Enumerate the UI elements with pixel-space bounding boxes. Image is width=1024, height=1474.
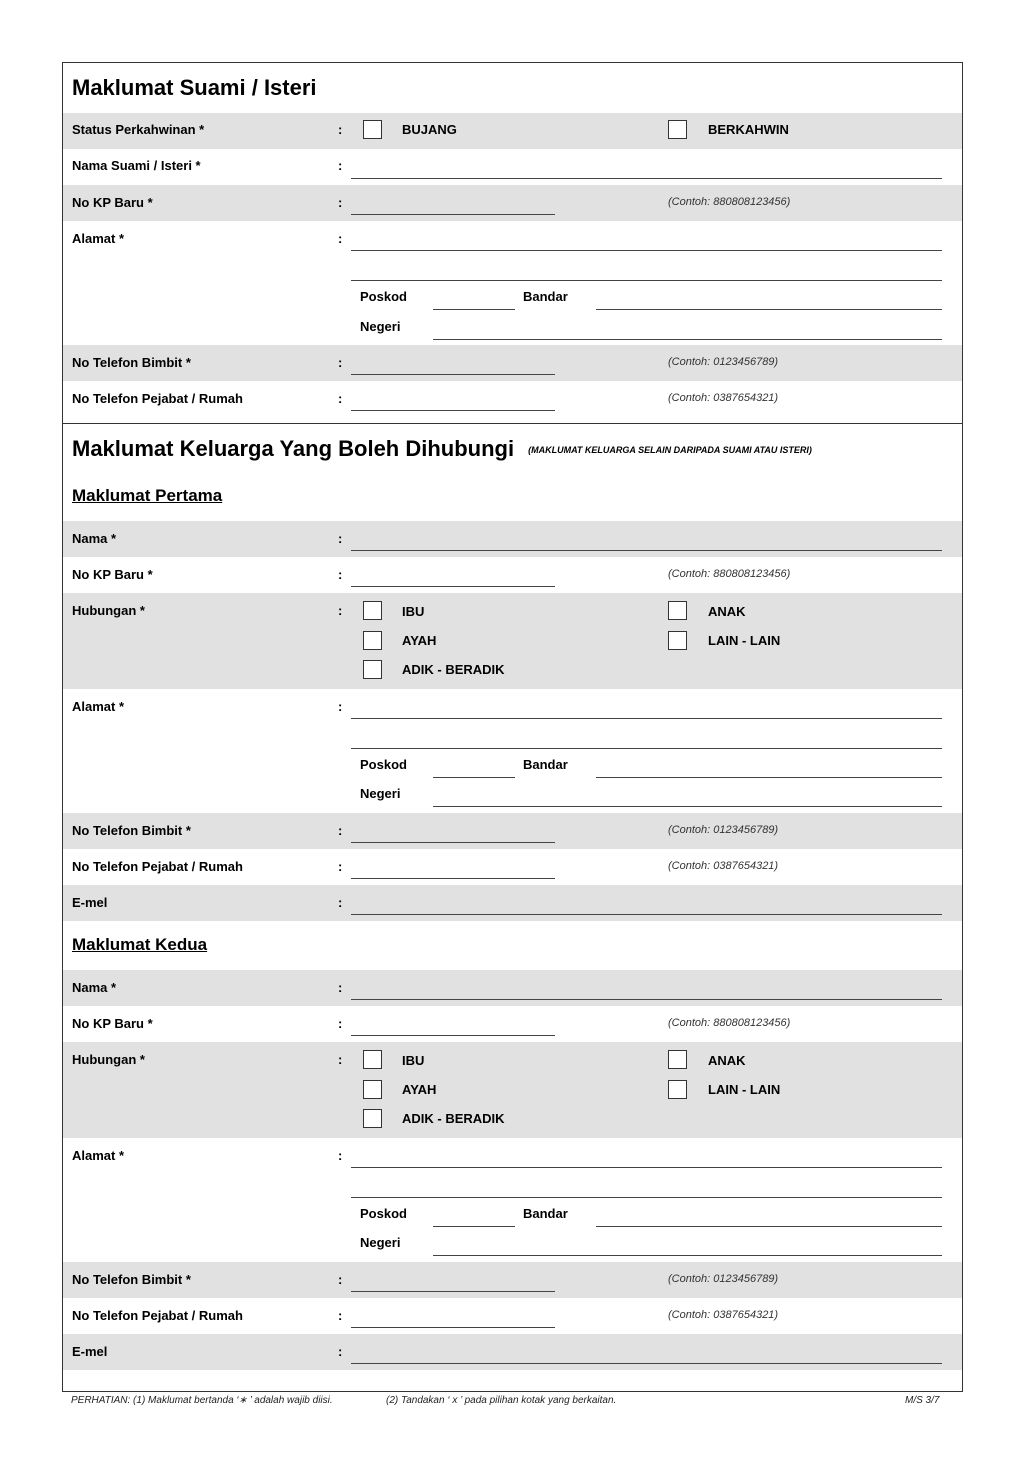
colon: : <box>338 895 343 910</box>
spouse-city-label: Bandar <box>523 289 568 304</box>
contact-1-checkbox-mother[interactable] <box>363 601 382 620</box>
contact-1-mobile-field[interactable] <box>351 842 555 843</box>
row-band <box>63 345 962 381</box>
contact-2-option-other: LAIN - LAIN <box>708 1082 781 1097</box>
contact-2-mobile-field[interactable] <box>351 1291 555 1292</box>
colon: : <box>338 1016 343 1031</box>
colon: : <box>338 823 343 838</box>
contact-1-checkbox-father[interactable] <box>363 631 382 650</box>
contact-2-mobile-hint: (Contoh: 0123456789) <box>668 1273 779 1285</box>
contact-1-checkbox-sibling[interactable] <box>363 660 382 679</box>
contact-1-name-label: Nama * <box>72 531 117 546</box>
contact-2-ic-hint: (Contoh: 880808123456) <box>668 1017 791 1029</box>
contact-1-office-label: No Telefon Pejabat / Rumah <box>72 859 243 874</box>
checkbox-single[interactable] <box>363 120 382 139</box>
row-band <box>63 185 962 221</box>
spouse-postcode-label: Poskod <box>360 289 407 304</box>
contact-2-option-child: ANAK <box>708 1053 746 1068</box>
colon: : <box>338 1308 343 1323</box>
contact-1-city-label: Bandar <box>523 757 568 772</box>
contact-2-postcode-label: Poskod <box>360 1206 407 1221</box>
contact-1-postcode-label: Poskod <box>360 757 407 772</box>
contact-2-ic-field[interactable] <box>351 1035 555 1036</box>
contact-1-state-field[interactable] <box>433 806 942 807</box>
spouse-state-label: Negeri <box>360 319 401 334</box>
form-frame <box>62 62 963 1392</box>
option-single-label: BUJANG <box>402 122 457 137</box>
row-band <box>63 885 962 921</box>
row-band <box>63 1042 962 1138</box>
contact-2-checkbox-mother[interactable] <box>363 1050 382 1069</box>
spouse-ic-field[interactable] <box>351 214 555 215</box>
contact-2-option-father: AYAH <box>402 1082 437 1097</box>
contact-1-address-line-1[interactable] <box>351 718 942 719</box>
section-title-spouse: Maklumat Suami / Isteri <box>72 75 317 100</box>
contact-2-office-hint: (Contoh: 0387654321) <box>668 1309 779 1321</box>
contact-2-address-label: Alamat * <box>72 1148 125 1163</box>
colon: : <box>338 195 343 210</box>
page-number: M/S 3/7 <box>905 1395 940 1406</box>
marital-status-label: Status Perkahwinan * <box>72 122 205 137</box>
spouse-office-label: No Telefon Pejabat / Rumah <box>72 391 243 406</box>
colon: : <box>338 859 343 874</box>
section-divider <box>63 423 962 424</box>
colon: : <box>338 355 343 370</box>
colon: : <box>338 122 343 137</box>
colon: : <box>338 231 343 246</box>
row-band <box>63 593 962 689</box>
contact-1-ic-field[interactable] <box>351 586 555 587</box>
colon: : <box>338 1148 343 1163</box>
contact-1-option-mother: IBU <box>402 604 425 619</box>
colon: : <box>338 699 343 714</box>
colon: : <box>338 1052 343 1067</box>
contact-2-state-field[interactable] <box>433 1255 942 1256</box>
contact-1-email-label: E-mel <box>72 895 108 910</box>
contact-2-address-line-1[interactable] <box>351 1167 942 1168</box>
spouse-postcode-field[interactable] <box>433 309 515 310</box>
contact-1-ic-hint: (Contoh: 880808123456) <box>668 568 791 580</box>
contact-1-mobile-label: No Telefon Bimbit * <box>72 823 191 838</box>
contact-1-address-label: Alamat * <box>72 699 125 714</box>
contact-1-option-other: LAIN - LAIN <box>708 633 781 648</box>
row-band <box>63 970 962 1006</box>
contact-2-office-label: No Telefon Pejabat / Rumah <box>72 1308 243 1323</box>
contact-2-checkbox-other[interactable] <box>668 1080 687 1099</box>
footer-note-mark: (2) Tandakan ‘ x ’ pada pilihan kotak yang berkaitan. <box>386 1395 617 1406</box>
contact-2-ic-label: No KP Baru * <box>72 1016 153 1031</box>
colon: : <box>338 531 343 546</box>
contact-2-name-field[interactable] <box>351 999 942 1000</box>
spouse-state-field[interactable] <box>433 339 942 340</box>
contact-2-address-line-2[interactable] <box>351 1197 942 1198</box>
spouse-mobile-field[interactable] <box>351 374 555 375</box>
spouse-name-field[interactable] <box>351 178 942 179</box>
spouse-address-line-2[interactable] <box>351 280 942 281</box>
contact-2-checkbox-child[interactable] <box>668 1050 687 1069</box>
spouse-mobile-hint: (Contoh: 0123456789) <box>668 356 779 368</box>
contact-1-checkbox-other[interactable] <box>668 631 687 650</box>
contact-2-name-label: Nama * <box>72 980 117 995</box>
contact-2-title: Maklumat Kedua <box>72 935 208 954</box>
contact-1-state-label: Negeri <box>360 786 401 801</box>
contact-2-option-sibling: ADIK - BERADIK <box>402 1111 505 1126</box>
contact-1-relation-label: Hubungan * <box>72 603 145 618</box>
row-band <box>63 813 962 849</box>
colon: : <box>338 603 343 618</box>
spouse-ic-hint: (Contoh: 880808123456) <box>668 196 791 208</box>
contact-1-ic-label: No KP Baru * <box>72 567 153 582</box>
contact-1-office-field[interactable] <box>351 878 555 879</box>
contact-2-city-field[interactable] <box>596 1226 942 1227</box>
option-married-label: BERKAHWIN <box>708 122 789 137</box>
contact-1-email-field[interactable] <box>351 914 942 915</box>
contact-2-option-mother: IBU <box>402 1053 425 1068</box>
contact-1-office-hint: (Contoh: 0387654321) <box>668 860 779 872</box>
row-band <box>63 1262 962 1298</box>
spouse-ic-label: No KP Baru * <box>72 195 153 210</box>
contact-1-city-field[interactable] <box>596 777 942 778</box>
row-band <box>63 1334 962 1370</box>
checkbox-married[interactable] <box>668 120 687 139</box>
spouse-mobile-label: No Telefon Bimbit * <box>72 355 191 370</box>
section-title-family <box>72 436 812 462</box>
spouse-name-label: Nama Suami / Isteri * <box>72 158 201 173</box>
contact-1-option-child: ANAK <box>708 604 746 619</box>
footer-note-required: PERHATIAN: (1) Maklumat bertanda ‘∗ ’ adalah wajib diisi. <box>71 1395 333 1406</box>
contact-1-checkbox-child[interactable] <box>668 601 687 620</box>
contact-2-checkbox-father[interactable] <box>363 1080 382 1099</box>
spouse-address-label: Alamat * <box>72 231 125 246</box>
contact-2-office-field[interactable] <box>351 1327 555 1328</box>
row-band <box>63 521 962 557</box>
contact-2-postcode-field[interactable] <box>433 1226 515 1227</box>
colon: : <box>338 1344 343 1359</box>
contact-1-option-sibling: ADIK - BERADIK <box>402 662 505 677</box>
contact-2-relation-label: Hubungan * <box>72 1052 145 1067</box>
colon: : <box>338 1272 343 1287</box>
contact-1-mobile-hint: (Contoh: 0123456789) <box>668 824 779 836</box>
spouse-address-line-1[interactable] <box>351 250 942 251</box>
contact-2-email-field[interactable] <box>351 1363 942 1364</box>
family-note: (MAKLUMAT KELUARGA SELAIN DARIPADA SUAMI ATAU ISTERI) <box>528 445 812 456</box>
spouse-office-field[interactable] <box>351 410 555 411</box>
contact-2-city-label: Bandar <box>523 1206 568 1221</box>
contact-2-mobile-label: No Telefon Bimbit * <box>72 1272 191 1287</box>
contact-1-postcode-field[interactable] <box>433 777 515 778</box>
colon: : <box>338 158 343 173</box>
colon: : <box>338 391 343 406</box>
colon: : <box>338 980 343 995</box>
contact-1-name-field[interactable] <box>351 550 942 551</box>
contact-2-state-label: Negeri <box>360 1235 401 1250</box>
spouse-city-field[interactable] <box>596 309 942 310</box>
contact-2-checkbox-sibling[interactable] <box>363 1109 382 1128</box>
contact-2-email-label: E-mel <box>72 1344 108 1359</box>
contact-1-address-line-2[interactable] <box>351 748 942 749</box>
spouse-office-hint: (Contoh: 0387654321) <box>668 392 779 404</box>
colon: : <box>338 567 343 582</box>
family-title: Maklumat Keluarga Yang Boleh Dihubungi <box>72 436 515 461</box>
contact-1-title: Maklumat Pertama <box>72 486 223 505</box>
contact-1-option-father: AYAH <box>402 633 437 648</box>
